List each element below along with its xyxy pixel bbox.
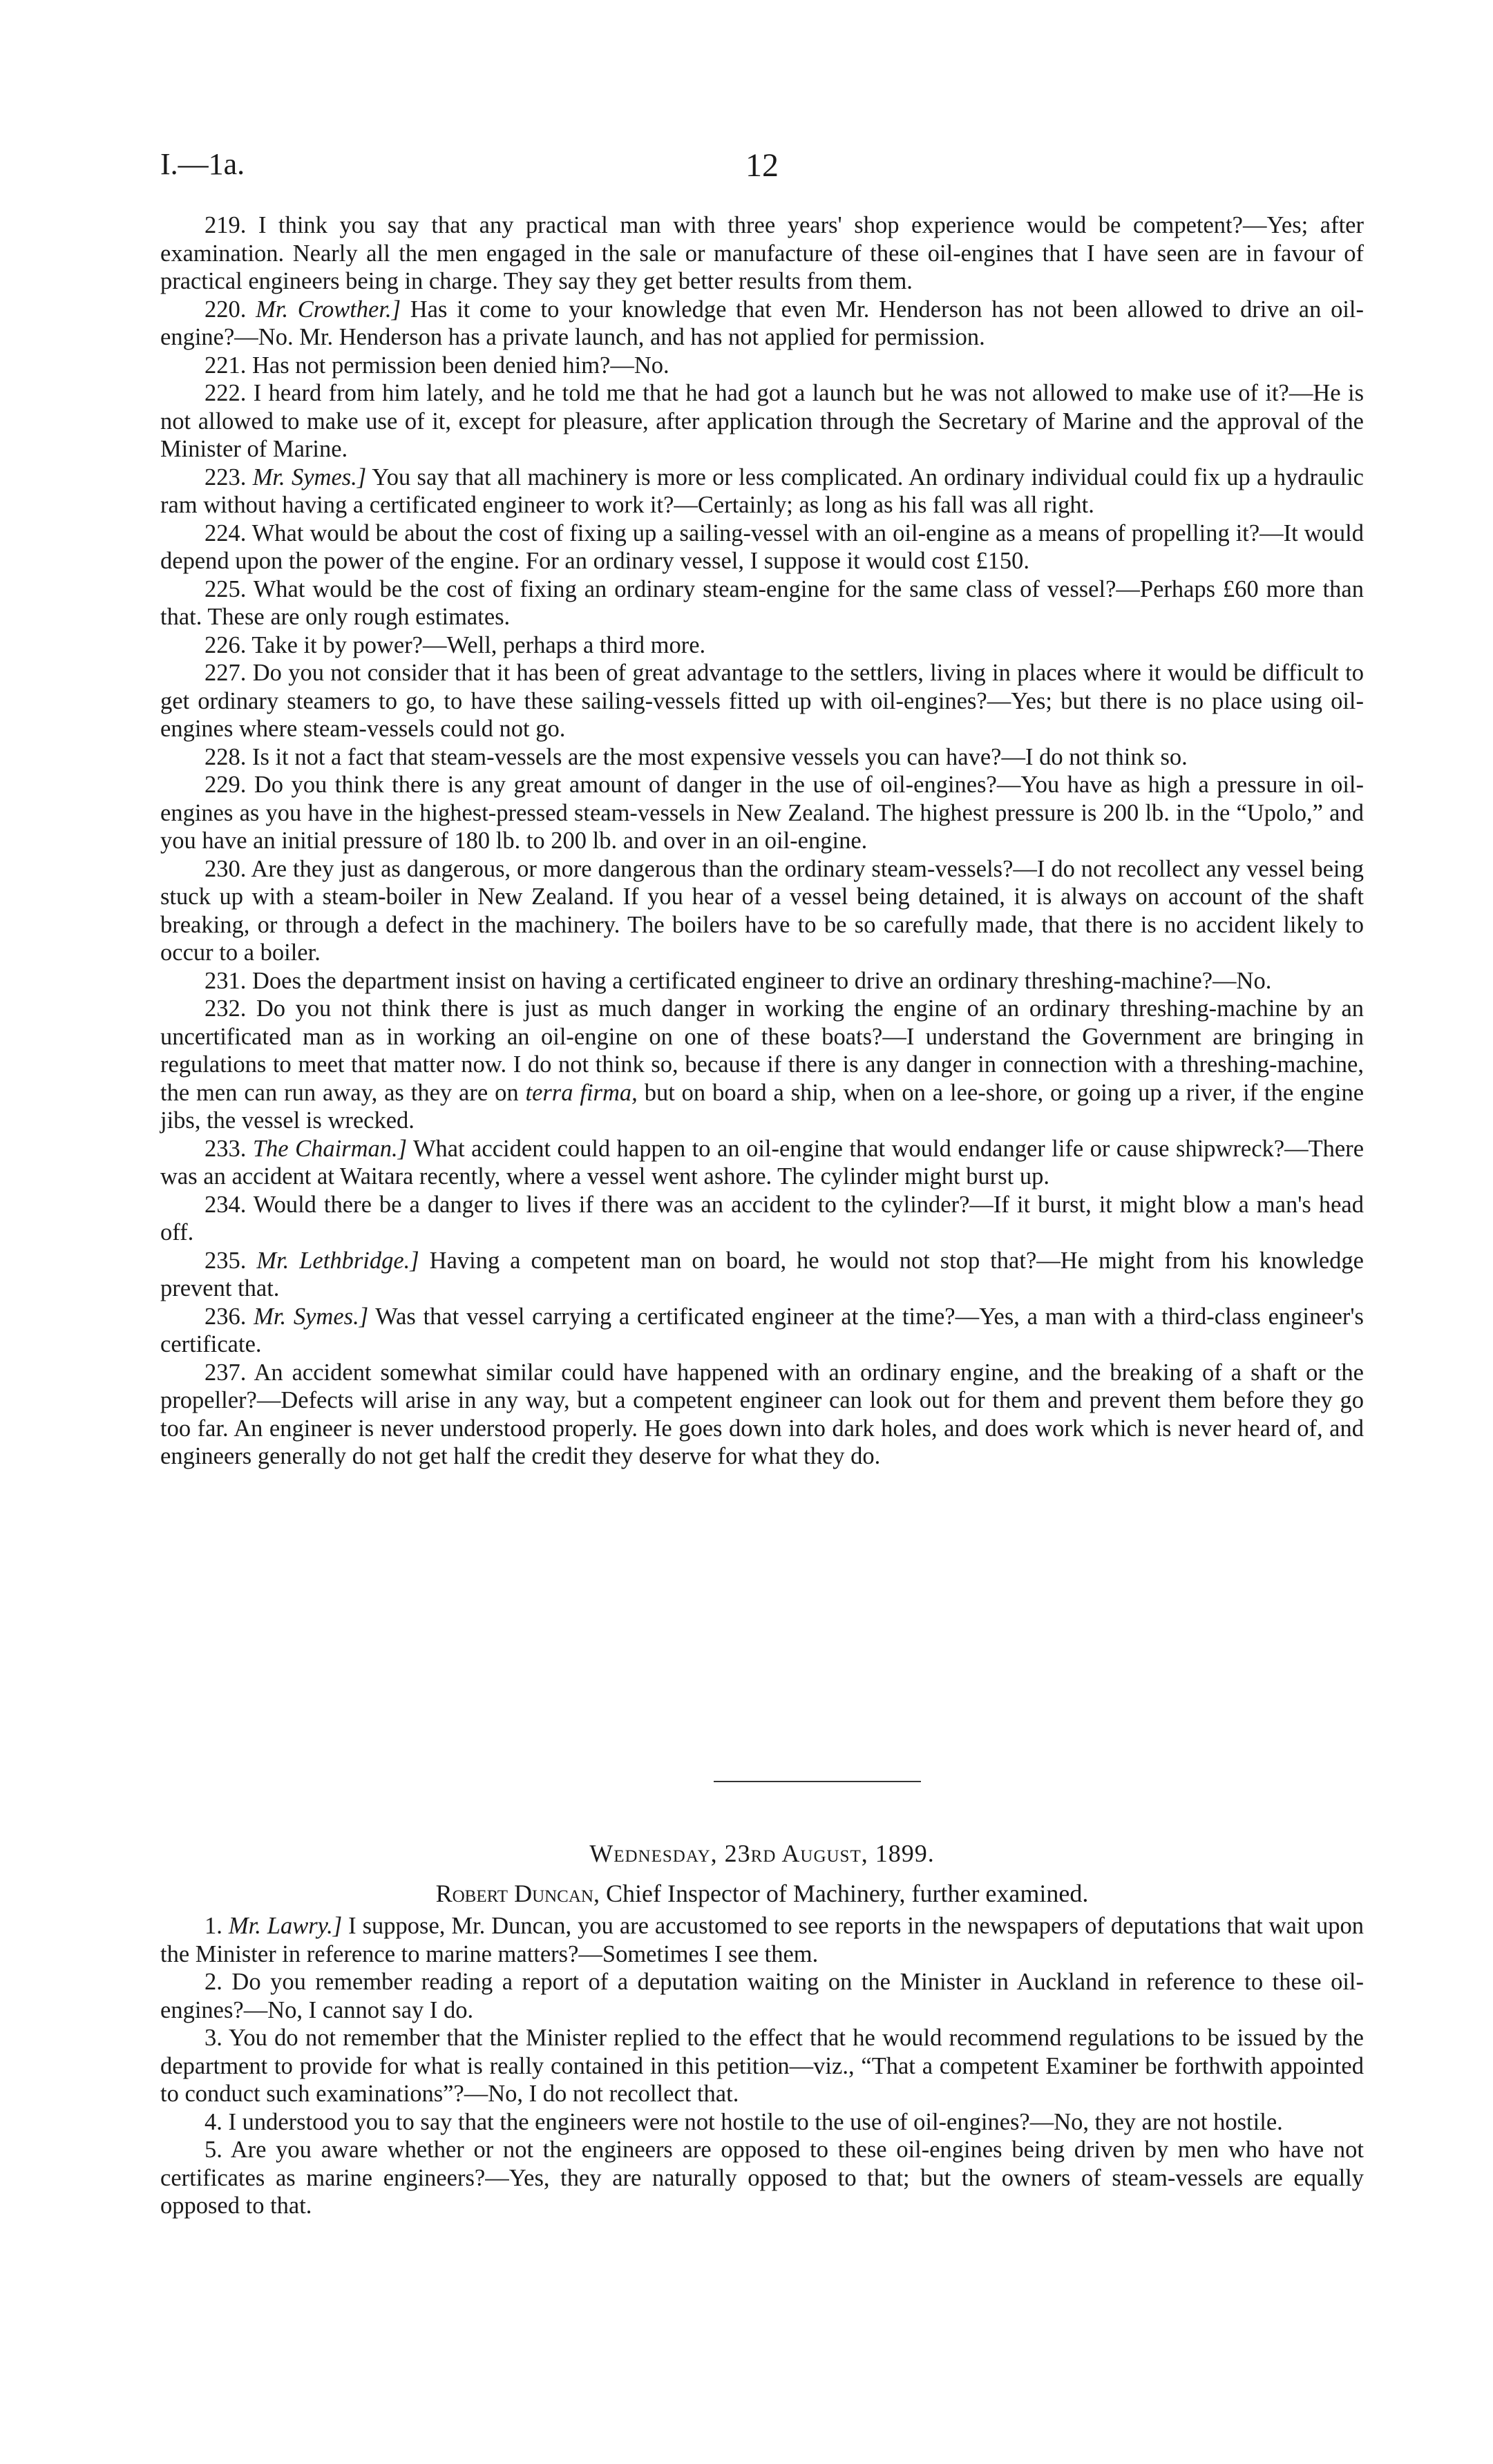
question-230: 230. Are they just as dangerous, or more dangerous than the ordinary steam-vessels?—I do not recollect any vessel being stuck up with a steam-boiler in New Zealand. If you hear of a vessel being detained, it is always on account of the shaft breaking, or through a defect in the machinery. The boilers have to be so carefully made, that there is no accident likely to occur to a boiler. bbox=[160, 855, 1364, 966]
question-227: 227. Do you not consider that it has been of great advantage to the settlers, living in places where it would be difficult to get ordinary steamers to go, to have these sailing-vessels fitted up with oil-engines?—Yes; but there is no place using oil-engines where steam-vessels could not go. bbox=[160, 660, 1364, 742]
speaker-label: Mr. Lethbridge.] bbox=[256, 1247, 419, 1274]
question-232: 232. Do you not think there is just as much danger in working the engine of an ordinary threshing-machine by an uncertificated man as in working an oil-engine on one of these boats?—I understand the Government are bringing in regulations to meet that matter now. I do not think so, because if there is any danger in connection with a threshing-machine, the men can run away, as they are on terra firma, but on board a ship, when on a lee-shore, or going up a river, if the engine jibs, the vessel is wrecked. bbox=[160, 995, 1364, 1134]
question-223: 223. Mr. Symes.] You say that all machinery is more or less complicated. An ordinary individual could fix up a hydraulic ram without having a certificated engineer to work it?—Certainly; as long as his fall was all right. bbox=[160, 464, 1364, 518]
date-heading: Wednesday, 23rd August, 1899. bbox=[589, 1840, 935, 1867]
witness-name: Robert Duncan, bbox=[435, 1880, 600, 1907]
question-233: 233. The Chairman.] What accident could happen to an oil-engine that would endanger life or cause shipwreck?—There was an accident at Waitara recently, where a vessel went ashore. The cylinder might burst up. bbox=[160, 1135, 1364, 1190]
page-header bbox=[160, 146, 1364, 188]
question-4: 4. I understood you to say that the engineers were not hostile to the use of oil-engines?—No, they are not hostile. bbox=[205, 2108, 1283, 2135]
question-228: 228. Is it not a fact that steam-vessels are the most expensive vessels you can have?—I do not think so. bbox=[205, 743, 1188, 770]
question-236: 236. Mr. Symes.] Was that vessel carrying a certificated engineer at the time?—Yes, a man with a third-class engineer's certificate. bbox=[160, 1303, 1364, 1357]
question-3: 3. You do not remember that the Minister replied to the effect that he would recommend regulations to be issued by the department to provide for what is really contained in this petition—viz., “That a competent Examiner be forthwith appointed to conduct such examinations”?—No, I do not recollect that. bbox=[160, 2025, 1364, 2107]
question-220: 220. Mr. Crowther.] Has it come to your knowledge that even Mr. Henderson has not been allowed to drive an oil-engine?—No. Mr. Henderson has a private launch, and has not applied for permission. bbox=[160, 296, 1364, 350]
speaker-label: Mr. Symes.] bbox=[254, 1303, 369, 1330]
page-reference: I.—1a. bbox=[160, 147, 245, 181]
section-divider bbox=[714, 1781, 921, 1782]
latin-phrase: terra firma, bbox=[525, 1079, 638, 1106]
evidence-section-new-day bbox=[160, 1912, 1364, 2220]
question-219: 219. I think you say that any practical man with three years' shop experience would be competent?—Yes; after examination. Nearly all the men engaged in the sale or manufacture of these oil-engines that I have seen are in favour of practical engineers being in charge. They say they get better results from them. bbox=[160, 212, 1364, 294]
witness-role: Chief Inspector of Machinery, further examined. bbox=[605, 1880, 1089, 1907]
question-5: 5. Are you aware whether or not the engineers are opposed to these oil-engines being driven by men who have not certificates as marine engineers?—Yes, they are naturally opposed to that; but the owners of steam-vessels are equally opposed to that. bbox=[160, 2137, 1364, 2219]
question-2: 2. Do you remember reading a report of a deputation waiting on the Minister in Auckland in reference to these oil-engines?—No, I cannot say I do. bbox=[160, 1969, 1364, 2023]
question-224: 224. What would be about the cost of fixing up a sailing-vessel with an oil-engine as a means of propelling it?—It would depend upon the power of the engine. For an ordinary vessel, I suppose it would cost £150. bbox=[160, 519, 1364, 574]
question-222: 222. I heard from him lately, and he told me that he had got a launch but he was not allowed to make use of it?—He is not allowed to make use of it, except for pleasure, after application through the Secretary of Marine and the approval of the Minister of Marine. bbox=[160, 380, 1364, 462]
speaker-label: Mr. Symes.] bbox=[252, 464, 367, 490]
speaker-label: Mr. Crowther.] bbox=[256, 296, 401, 323]
question-1: 1. Mr. Lawry.] I suppose, Mr. Duncan, you are accustomed to see reports in the newspapers of deputations that wait upon the Minister in reference to marine matters?—Sometimes I see them. bbox=[160, 1913, 1364, 1967]
question-226: 226. Take it by power?—Well, perhaps a third more. bbox=[205, 631, 706, 658]
evidence-section-continued bbox=[160, 211, 1364, 1471]
speaker-label: The Chairman.] bbox=[252, 1135, 408, 1162]
page-number: 12 bbox=[745, 147, 779, 184]
question-237: 237. An accident somewhat similar could have happened with an ordinary engine, and the breaking of a shaft or the propeller?—Defects will arise in any way, but a competent engineer can look out for them and prevent them before they go too far. An engineer is never understood properly. He goes down into dark holes, and does work which is never heard of, and engineers generally do not get half the credit they deserve for what they do. bbox=[160, 1359, 1364, 1469]
witness-line bbox=[160, 1879, 1364, 1908]
speaker-label: Mr. Lawry.] bbox=[228, 1913, 343, 1939]
question-234: 234. Would there be a danger to lives if there was an accident to the cylinder?—If it burst, it might blow a man's head off. bbox=[160, 1191, 1364, 1245]
question-231: 231. Does the department insist on having a certificated engineer to drive an ordinary threshing-machine?—No. bbox=[205, 967, 1272, 994]
question-221: 221. Has not permission been denied him?—No. bbox=[205, 352, 669, 379]
question-225: 225. What would be the cost of fixing an ordinary steam-engine for the same class of vessel?—Perhaps £60 more than that. These are only rough estimates. bbox=[160, 575, 1364, 630]
question-235: 235. Mr. Lethbridge.] Having a competent man on board, he would not stop that?—He might from his knowledge prevent that. bbox=[160, 1247, 1364, 1301]
question-229: 229. Do you think there is any great amount of danger in the use of oil-engines?—You have as high a pressure in oil-engines as you have in the highest-pressed steam-vessels in New Zealand. The highest pressure is 200 lb. in the “Upolo,” and you have an initial pressure of 180 lb. to 200 lb. and over in an oil-engine. bbox=[160, 772, 1364, 854]
